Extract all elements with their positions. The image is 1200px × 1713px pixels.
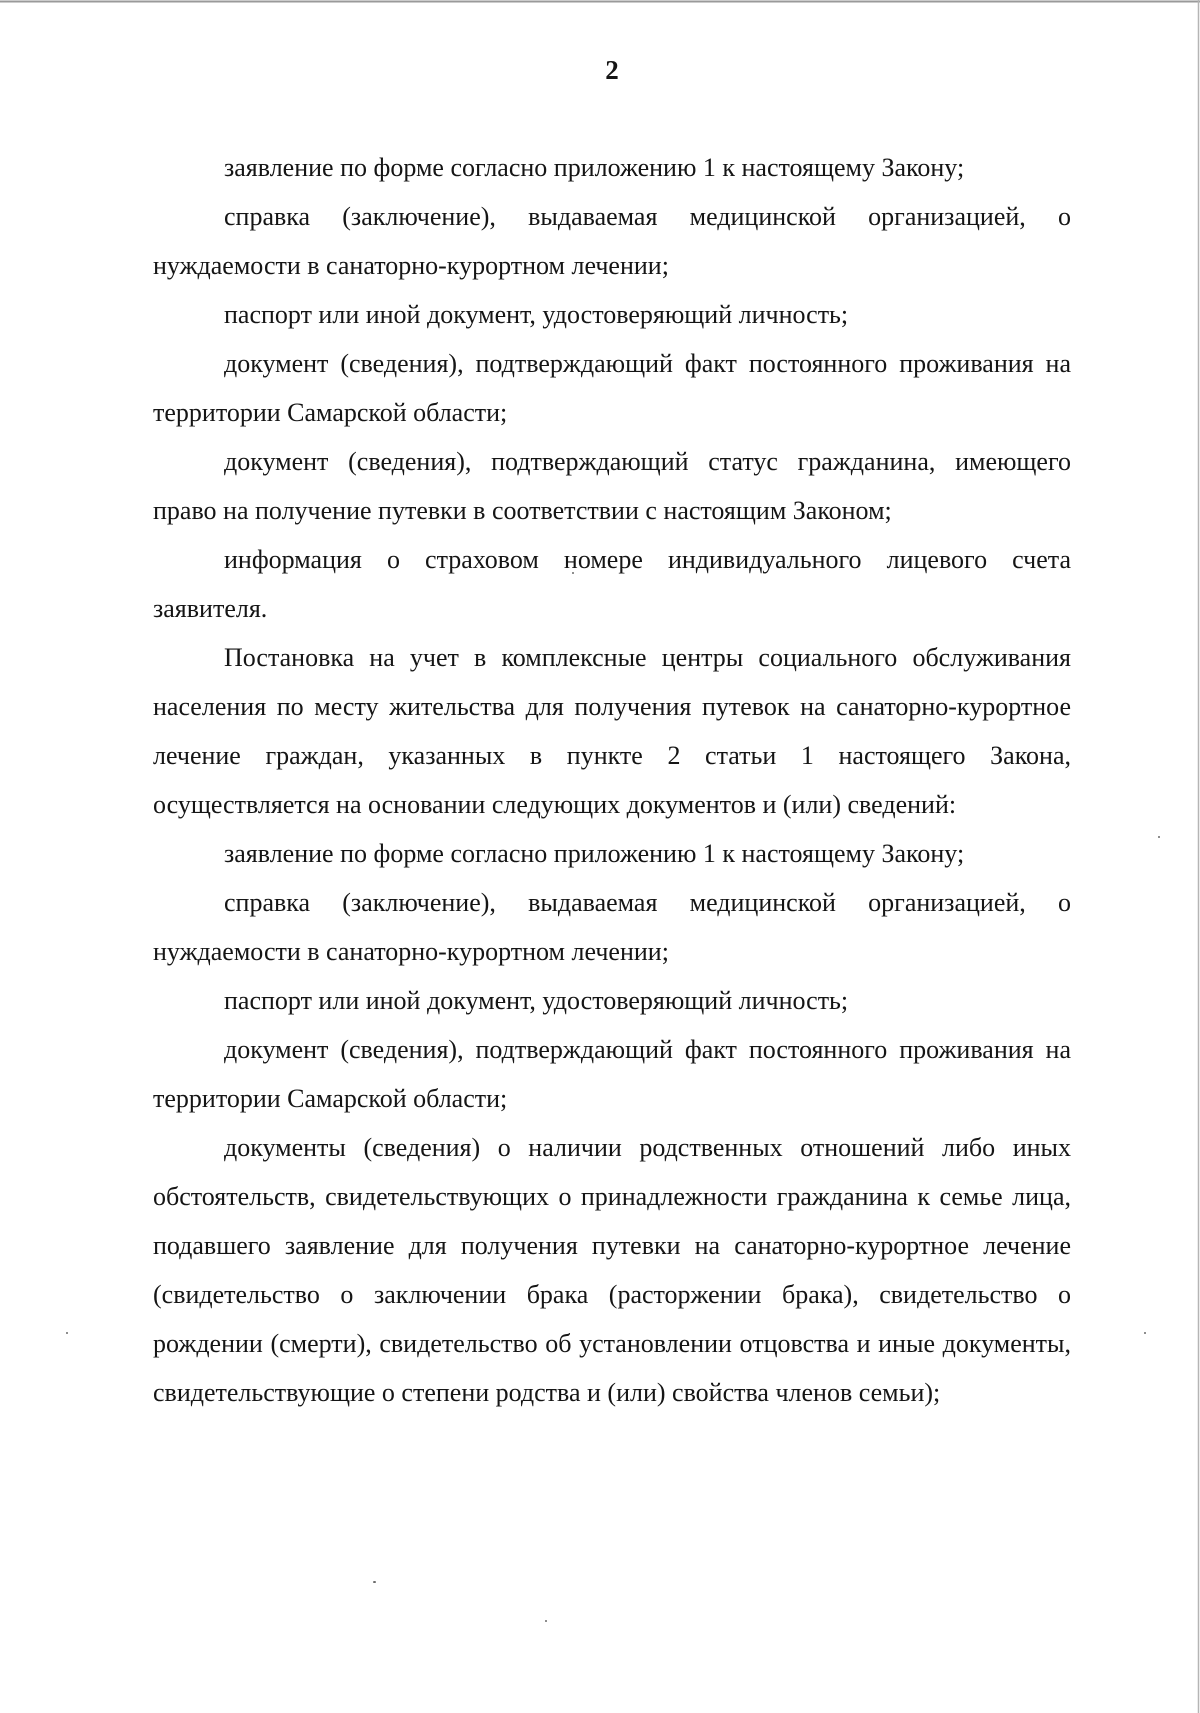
paragraph: документ (сведения), подтверждающий статус гражданина, имеющего право на получение путевки в соответствии с настоящим Законом;	[153, 447, 1071, 525]
paragraph: документ (сведения), подтверждающий факт постоянного проживания на территории Самарской области;	[153, 1035, 1071, 1113]
paragraph: информация о страховом номере индивидуального лицевого счета заявителя.	[153, 545, 1071, 623]
paragraph: заявление по форме согласно приложению 1 к настоящему Закону;	[224, 839, 965, 868]
scan-speck	[66, 1332, 68, 1334]
scan-speck	[373, 1581, 376, 1583]
paragraph: паспорт или иной документ, удостоверяющий личность;	[224, 986, 849, 1015]
paragraph: справка (заключение), выдаваемая медицинской организацией, о нуждаемости в санаторно-курортном лечении;	[153, 202, 1071, 280]
paragraph: справка (заключение), выдаваемая медицинской организацией, о нуждаемости в санаторно-курортном лечении;	[153, 888, 1071, 966]
scan-speck	[1158, 836, 1160, 838]
page-number: 2	[605, 55, 619, 85]
scan-speck	[1144, 1332, 1146, 1334]
paragraph: заявление по форме согласно приложению 1 к настоящему Закону;	[224, 153, 965, 182]
paragraph: Постановка на учет в комплексные центры социального обслуживания населения по месту жительства для получения путевок на санаторно-курортное лечение граждан, указанных в пункте 2 статьи 1 настоящего Закона, осуществляется на основании следующих документов и (или) сведений:	[153, 643, 1071, 819]
paragraph: паспорт или иной документ, удостоверяющий личность;	[224, 300, 849, 329]
paragraph: документы (сведения) о наличии родственных отношений либо иных обстоятельств, свидетельствующих о принадлежности гражданина к семье лица, подавшего заявление для получения путевки на санаторно-курортное лечение (свидетельство о заключении брака (расторжении брака), свидетельство о рождении (смерти), свидетельство об установлении отцовства и иные документы, свидетельствующие о степени родства и (или) свойства членов семьи);	[153, 1133, 1071, 1407]
document-body	[153, 143, 1071, 1417]
scan-speck	[545, 1620, 547, 1622]
paragraph: документ (сведения), подтверждающий факт постоянного проживания на территории Самарской области;	[153, 349, 1071, 427]
